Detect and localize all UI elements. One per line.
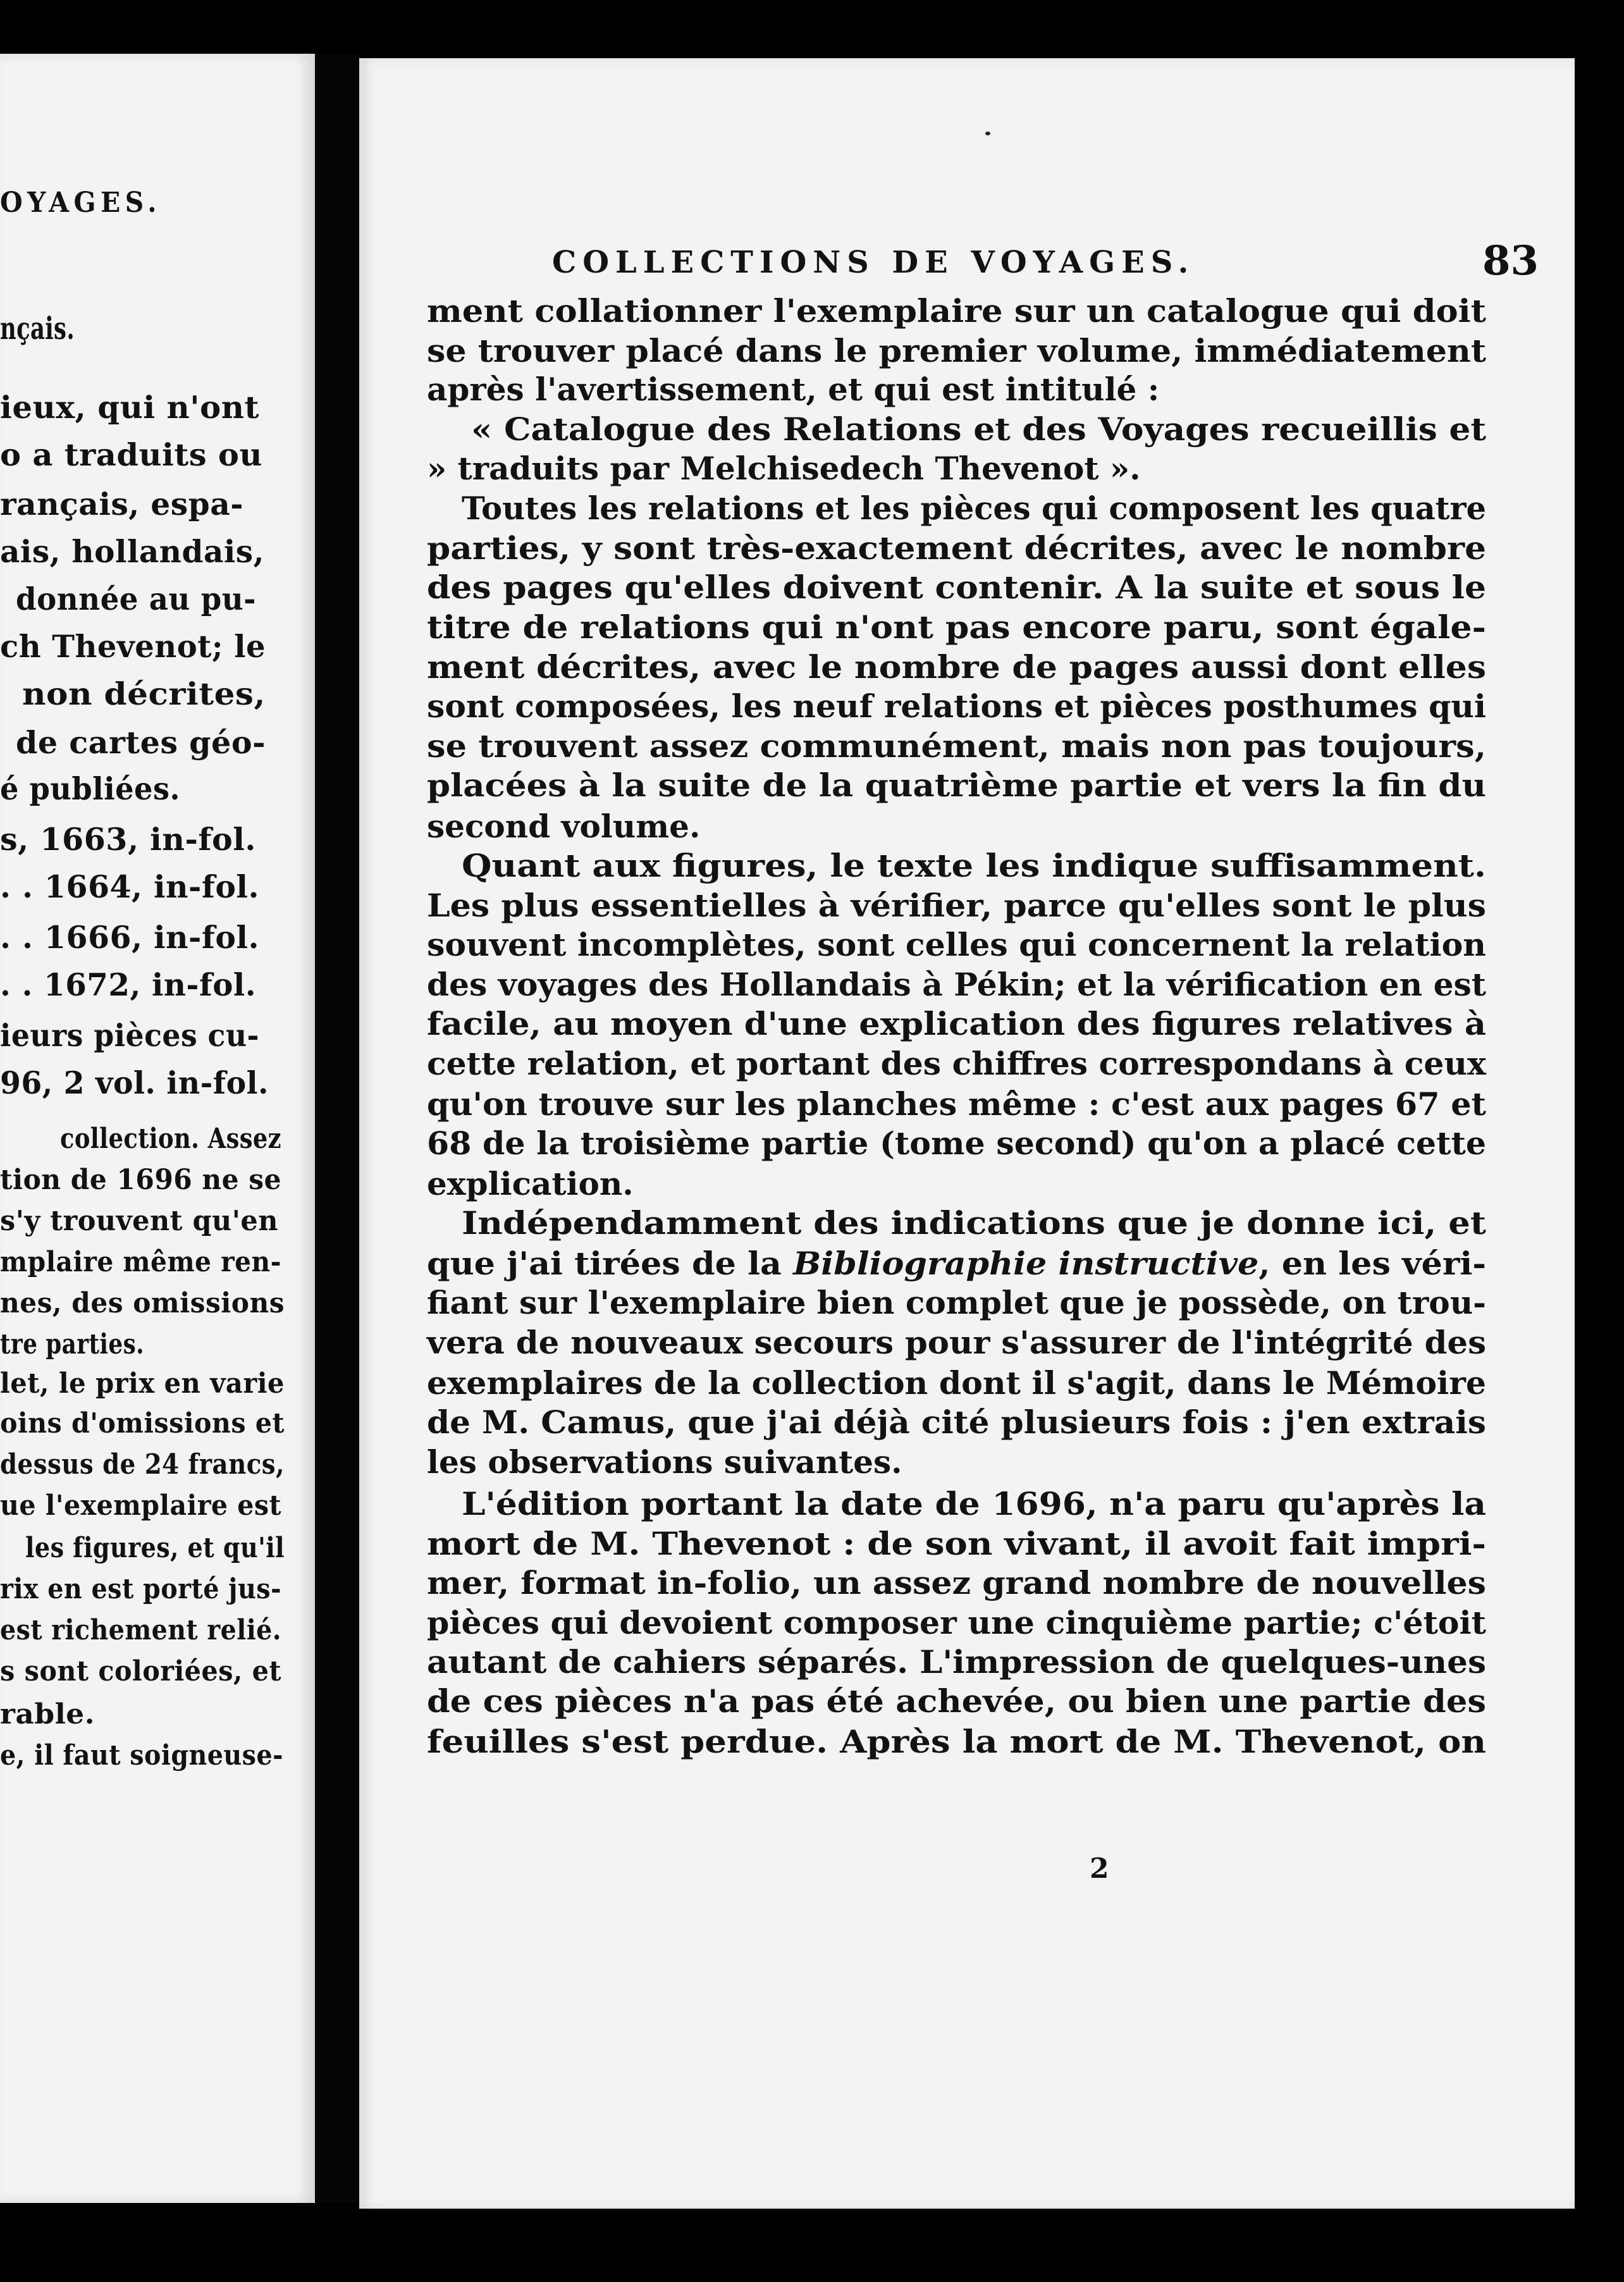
gutter-fold	[315, 54, 359, 2203]
text-line: fiant sur l'exemplaire bien complet que je possède, on trou-	[427, 1284, 1486, 1321]
text-fragment: ieurs pièces cu-	[0, 1017, 259, 1054]
text-line: L'édition portant la date de 1696, n'a paru qu'après la	[462, 1485, 1486, 1522]
text-fragment: s sont coloriées, et	[0, 1655, 281, 1687]
text-fragment: let, le prix en varie	[0, 1367, 285, 1400]
left-page	[0, 54, 315, 2203]
text-fragment: de cartes géo-	[16, 724, 266, 761]
text-fragment: s'y trouvent qu'en	[0, 1205, 278, 1237]
text-line: les observations suivantes.	[427, 1443, 902, 1481]
text-fragment: é publiées.	[0, 770, 180, 807]
text-line: pièces qui devoient composer une cinquième partie; c'étoit	[427, 1604, 1486, 1641]
text-line: second volume.	[427, 808, 701, 845]
text-line: placées à la suite de la quatrième partie et vers la fin du	[427, 767, 1486, 804]
text-fragment: nes, des omissions	[0, 1287, 285, 1319]
running-head-title: COLLECTIONS DE VOYAGES.	[552, 245, 1195, 280]
text-line: titre de relations qui n'ont pas encore paru, sont égale-	[427, 608, 1486, 646]
text-line: ment décrites, avec le nombre de pages aussi dont elles	[427, 648, 1486, 686]
text-line: » traduits par Melchisedech Thevenot ».	[427, 450, 1141, 487]
text-fragment: OYAGES.	[0, 187, 161, 219]
text-fragment: ais, hollandais,	[0, 533, 264, 570]
text-fragment: tre parties.	[0, 1328, 144, 1360]
right-page	[359, 58, 1575, 2209]
text-fragment: les figures, et qu'il	[25, 1532, 285, 1564]
text-line: 68 de la troisième partie (tome second) qu'on a placé cette	[427, 1125, 1486, 1162]
text-fragment: ch Thevenot; le	[0, 628, 266, 665]
text-fragment: 96, 2 vol. in-fol.	[0, 1064, 269, 1101]
text-block	[427, 291, 1486, 1910]
text-line: de M. Camus, que j'ai déjà cité plusieurs fois : j'en extrais	[427, 1403, 1486, 1441]
text-line: après l'avertissement, et qui est intitulé :	[427, 371, 1160, 408]
text-line: mort de M. Thevenot : de son vivant, il avoit fait impri-	[427, 1525, 1486, 1562]
text-fragment: non décrites,	[22, 675, 266, 712]
text-line: explication.	[427, 1165, 634, 1202]
text-line: que j'ai tirées de la Bibliographie instructive, en les véri-	[427, 1245, 1486, 1282]
text-line: se trouver placé dans le premier volume, immédiatement	[427, 332, 1486, 369]
text-fragment: rançais, espa-	[0, 486, 243, 522]
text-line: se trouvent assez communément, mais non pas toujours,	[427, 727, 1486, 765]
text-line: Toutes les relations et les pièces qui composent les quatre	[462, 490, 1486, 527]
text-fragment: . . 1666, in-fol.	[0, 919, 259, 956]
text-fragment: oins d'omissions et	[0, 1407, 285, 1440]
text-fragment: e, il faut soigneuse-	[0, 1739, 283, 1772]
text-line: mer, format in-folio, un assez grand nombre de nouvelles	[427, 1564, 1486, 1601]
text-fragment: donnée au pu-	[16, 581, 256, 617]
text-fragment: rable.	[0, 1698, 95, 1730]
text-fragment: rix en est porté jus-	[0, 1573, 281, 1605]
text-fragment: collection. Assez	[60, 1123, 281, 1155]
text-fragment: . . 1672, in-fol.	[0, 966, 256, 1003]
text-line: des voyages des Hollandais à Pékin; et la vérification en est	[427, 966, 1486, 1003]
text-fragment: nçais.	[0, 310, 75, 347]
text-line: Les plus essentielles à vérifier, parce qu'elles sont le plus	[427, 887, 1486, 924]
signature-mark: 2	[1090, 1853, 1109, 1885]
text-line: « Catalogue des Relations et des Voyages recueillis et	[471, 410, 1486, 448]
text-fragment: ieux, qui n'ont	[0, 389, 260, 426]
text-line: cette relation, et portant des chiffres correspondans à ceux	[427, 1045, 1486, 1082]
text-fragment: dessus de 24 francs,	[0, 1448, 285, 1481]
text-fragment: o a traduits ou	[0, 436, 262, 473]
text-line: autant de cahiers séparés. L'impression de quelques-unes	[427, 1643, 1486, 1681]
text-line: Quant aux figures, le texte les indique suffisamment.	[462, 847, 1486, 884]
text-line: de ces pièces n'a pas été achevée, ou bien une partie des	[427, 1682, 1486, 1720]
text-line: feuilles s'est perdue. Après la mort de M. Thevenot, on	[427, 1723, 1486, 1760]
text-line: ment collationner l'exemplaire sur un catalogue qui doit	[427, 292, 1486, 330]
text-line: facile, au moyen d'une explication des figures relatives à	[427, 1005, 1486, 1042]
text-line: parties, y sont très-exactement décrites, avec le nombre	[427, 529, 1486, 567]
text-line: sont composées, les neuf relations et pièces posthumes qui	[427, 688, 1486, 725]
text-line: souvent incomplètes, sont celles qui concernent la relation	[427, 926, 1486, 963]
ink-speck	[985, 132, 990, 135]
text-fragment: . . 1664, in-fol.	[0, 868, 259, 905]
text-fragment: est richement relié.	[0, 1614, 281, 1646]
text-fragment: tion de 1696 ne se	[0, 1164, 281, 1196]
text-line: qu'on trouve sur les planches même : c'est aux pages 67 et	[427, 1085, 1486, 1123]
running-header	[552, 237, 1539, 289]
text-fragment: mplaire même ren-	[0, 1246, 281, 1278]
text-line: vera de nouveaux secours pour s'assurer de l'intégrité des	[427, 1324, 1486, 1361]
text-fragment: ue l'exemplaire est	[0, 1489, 281, 1522]
text-line: exemplaires de la collection dont il s'agit, dans le Mémoire	[427, 1364, 1486, 1402]
text-fragment: s, 1663, in-fol.	[0, 821, 256, 858]
page-number: 83	[1482, 237, 1539, 285]
text-line: Indépendamment des indications que je donne ici, et	[462, 1204, 1486, 1242]
text-line: des pages qu'elles doivent contenir. A la suite et sous le	[427, 569, 1486, 606]
